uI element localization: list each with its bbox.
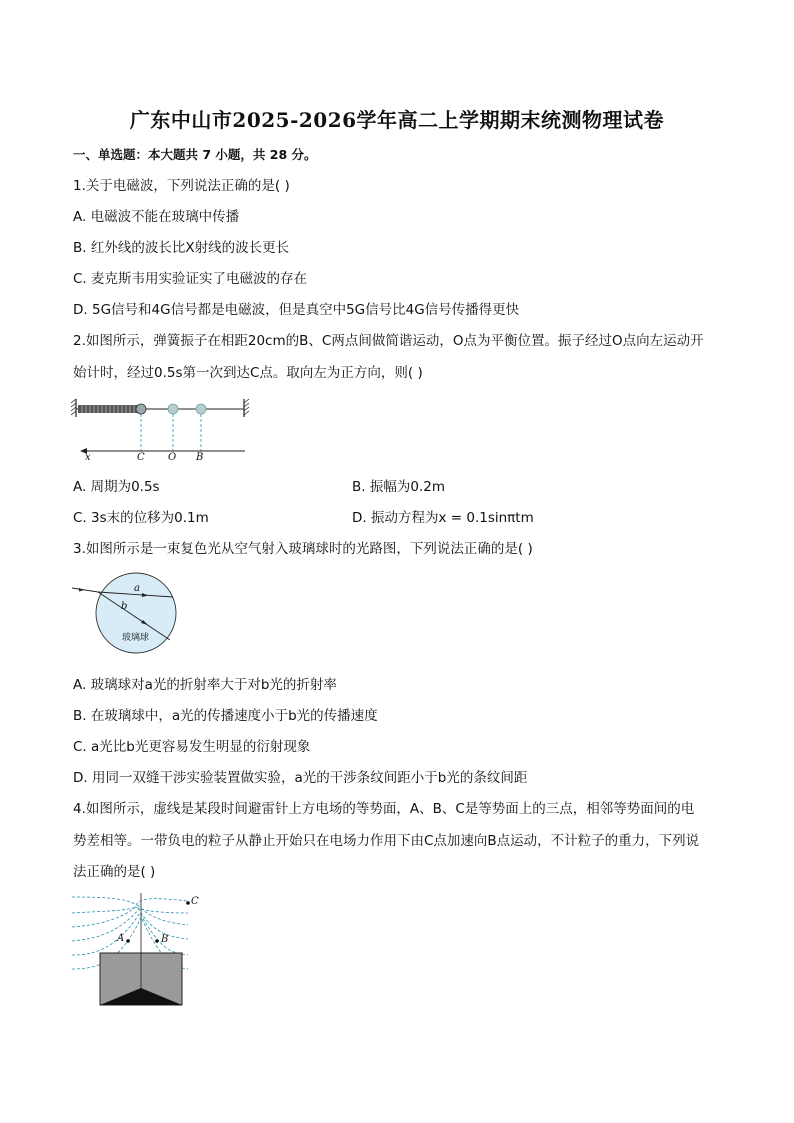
question-4-stem-line3: 法正确的是( )	[73, 864, 156, 880]
question-4-stem-line1: 4.如图所示，虚线是某段时间避雷针上方电场的等势面，A、B、C是等势面上的三点，相邻等势面间的电	[73, 801, 695, 817]
question-3-option-a: A. 玻璃球对a光的折射率大于对b光的折射率	[73, 677, 337, 693]
glass-sphere-figure	[70, 572, 190, 662]
question-2-option-c: C. 3s末的位移为0.1m	[73, 510, 209, 526]
question-3-stem: 3.如图所示是一束复色光从空气射入玻璃球时的光路图，下列说法正确的是( )	[73, 541, 533, 557]
lightning-rod-field-figure	[70, 893, 210, 1011]
fig3-label-glass-sphere: 玻璃球	[122, 633, 150, 643]
question-3-option-c: C. a光比b光更容易发生明显的衍射现象	[73, 739, 311, 755]
fig2-label-x: x	[85, 452, 91, 463]
question-2-stem-line1: 2.如图所示，弹簧振子在相距20cm的B、C两点间做简谐运动，O点为平衡位置。振子经过O点向左运动开	[73, 333, 704, 349]
question-2-option-b: B. 振幅为0.2m	[352, 479, 445, 495]
fig3-label-b: b	[121, 601, 128, 612]
fig4-label-a: A	[117, 933, 125, 944]
fig2-label-c: C	[137, 452, 145, 463]
question-1-stem: 1.关于电磁波，下列说法正确的是( )	[73, 178, 290, 194]
question-3-option-b: B. 在玻璃球中，a光的传播速度小于b光的传播速度	[73, 708, 378, 724]
question-2-option-d: D. 振动方程为x = 0.1sinπtm	[352, 510, 534, 526]
question-3-option-d: D. 用同一双缝干涉实验装置做实验，a光的干涉条纹间距小于b光的条纹间距	[73, 770, 528, 786]
question-1-option-d: D. 5G信号和4G信号都是电磁波，但是真空中5G信号比4G信号传播得更快	[73, 302, 520, 318]
question-2-option-a: A. 周期为0.5s	[73, 479, 160, 495]
fig2-label-o: O	[168, 452, 177, 463]
question-2-stem-line2: 始计时，经过0.5s第一次到达C点。取向左为正方向，则( )	[73, 365, 423, 381]
fig2-label-b: B	[196, 452, 204, 463]
question-1-option-b: B. 红外线的波长比X射线的波长更长	[73, 240, 290, 256]
question-1-option-a: A. 电磁波不能在玻璃中传播	[73, 209, 240, 225]
fig4-label-c: C	[191, 896, 199, 907]
question-1-option-c: C. 麦克斯韦用实验证实了电磁波的存在	[73, 271, 308, 287]
section-heading: 一、单选题：本大题共 7 小题，共 28 分。	[73, 147, 317, 162]
question-4-stem-line2: 势差相等。一带负电的粒子从静止开始只在电场力作用下由C点加速向B点运动，不计粒子的重力，下列说	[73, 833, 700, 849]
fig3-label-a: a	[134, 583, 140, 594]
page-title: 广东中山市2025-2026学年高二上学期期末统测物理试卷	[129, 108, 665, 132]
spring-oscillator-figure	[70, 395, 255, 465]
fig4-label-b: B	[161, 934, 169, 945]
